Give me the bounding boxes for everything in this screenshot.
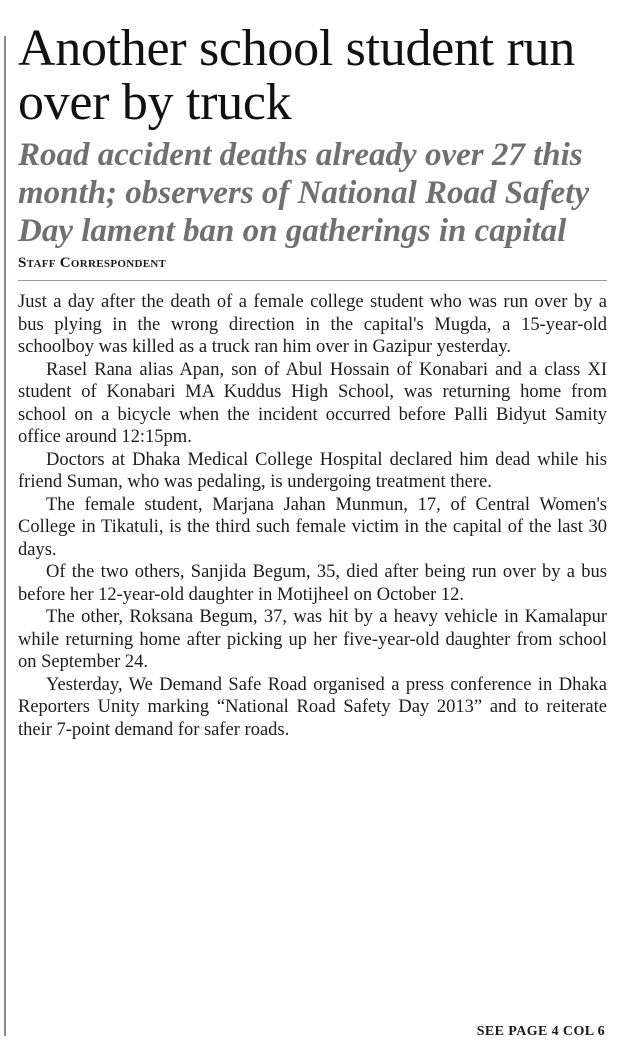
paragraph: Doctors at Dhaka Medical College Hospital declared him dead while his friend Suman, who was pedaling, is undergoing treatment there. bbox=[18, 449, 607, 492]
paragraph: Yesterday, We Demand Safe Road organised a press conference in Dhaka Reporters Unity marking “National Road Safety Day 2013” and to reiterate their 7-point demand for safer roads. bbox=[18, 674, 607, 740]
byline-divider bbox=[18, 280, 607, 281]
news-article bbox=[18, 22, 607, 741]
subhead: Road accident deaths already over 27 this month; observers of National Road Safety Day lament ban on gatherings in capital bbox=[18, 137, 590, 249]
paragraph: Just a day after the death of a female college student who was run over by a bus plying in the wrong direction in the capital's Mugda, a 15-year-old schoolboy was killed as a truck ran him over in Gazipur yesterday. bbox=[18, 292, 607, 357]
column-divider bbox=[4, 36, 6, 1036]
byline: Staff Correspondent bbox=[18, 255, 167, 271]
article-body bbox=[18, 291, 607, 741]
continuation-jump-line: SEE PAGE 4 COL 6 bbox=[476, 1024, 605, 1039]
paragraph: Rasel Rana alias Apan, son of Abul Hossain of Konabari and a class XI student of Konabari MA Kuddus High School, was returning home from school on a bicycle when the incident occurred before Palli Bidyut Samity office around 12:15pm. bbox=[18, 359, 607, 447]
paragraph: The other, Roksana Begum, 37, was hit by a heavy vehicle in Kamalapur while returning home after picking up her five-year-old daughter from school on September 24. bbox=[18, 607, 607, 672]
headline: Another school student run over by truck bbox=[18, 20, 575, 131]
paragraph: Of the two others, Sanjida Begum, 35, died after being run over by a bus before her 12-year-old daughter in Motijheel on October 12. bbox=[18, 562, 607, 605]
paragraph: The female student, Marjana Jahan Munmun, 17, of Central Women's College in Tikatuli, is the third such female victim in the capital of the last 30 days. bbox=[18, 494, 607, 560]
